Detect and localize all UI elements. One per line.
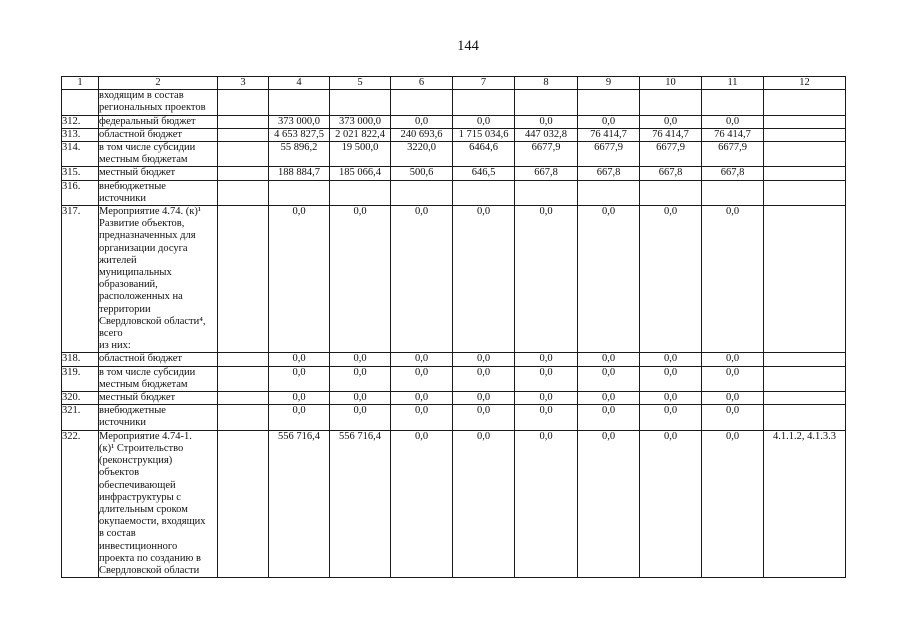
code-cell: [764, 167, 846, 180]
item-name: Мероприятие 4.74-1. (к)¹ Строительство (реконструкция) объектов обеспечивающей инфраструктуры с длительным сроком окупаемости, входящих в состав инвестиционного проекта по созданию в Свердловской области: [99, 430, 218, 577]
column-header: 12: [764, 77, 846, 90]
value-cell: [640, 90, 702, 115]
column-header: 10: [640, 77, 702, 90]
value-cell: 0,0: [640, 430, 702, 577]
value-cell: 0,0: [330, 392, 391, 405]
value-cell: 0,0: [515, 353, 578, 366]
row-number: 322.: [62, 430, 99, 577]
value-cell: 0,0: [330, 366, 391, 391]
code-cell: [764, 353, 846, 366]
value-cell: 0,0: [702, 405, 764, 430]
value-cell: 0,0: [702, 430, 764, 577]
item-name: в том числе субсидии местным бюджетам: [99, 142, 218, 167]
value-cell: 0,0: [640, 392, 702, 405]
empty-cell: [218, 142, 269, 167]
table-row: [62, 180, 846, 205]
code-cell: [764, 90, 846, 115]
value-cell: [515, 180, 578, 205]
item-name: областной бюджет: [99, 353, 218, 366]
value-cell: 0,0: [453, 392, 515, 405]
empty-cell: [218, 206, 269, 353]
value-cell: 0,0: [640, 353, 702, 366]
empty-cell: [218, 353, 269, 366]
value-cell: 76 414,7: [702, 128, 764, 141]
column-header: 3: [218, 77, 269, 90]
item-name: местный бюджет: [99, 167, 218, 180]
value-cell: [391, 180, 453, 205]
empty-cell: [218, 430, 269, 577]
value-cell: 0,0: [453, 353, 515, 366]
value-cell: 0,0: [702, 353, 764, 366]
value-cell: 646,5: [453, 167, 515, 180]
value-cell: 0,0: [391, 430, 453, 577]
value-cell: 500,6: [391, 167, 453, 180]
value-cell: [269, 90, 330, 115]
value-cell: 4 653 827,5: [269, 128, 330, 141]
value-cell: 0,0: [330, 206, 391, 353]
value-cell: 0,0: [453, 405, 515, 430]
row-number: 314.: [62, 142, 99, 167]
value-cell: 0,0: [578, 430, 640, 577]
value-cell: 0,0: [578, 353, 640, 366]
row-number: 312.: [62, 115, 99, 128]
column-header: 6: [391, 77, 453, 90]
value-cell: 6677,9: [640, 142, 702, 167]
value-cell: 3220,0: [391, 142, 453, 167]
value-cell: 0,0: [515, 115, 578, 128]
value-cell: [578, 90, 640, 115]
value-cell: 0,0: [453, 115, 515, 128]
value-cell: 0,0: [391, 366, 453, 391]
value-cell: 0,0: [640, 206, 702, 353]
value-cell: 0,0: [702, 206, 764, 353]
value-cell: 373 000,0: [330, 115, 391, 128]
empty-cell: [218, 128, 269, 141]
value-cell: 0,0: [269, 366, 330, 391]
value-cell: 667,8: [640, 167, 702, 180]
value-cell: 0,0: [578, 366, 640, 391]
value-cell: 556 716,4: [330, 430, 391, 577]
value-cell: 667,8: [578, 167, 640, 180]
item-name: в том числе субсидии местным бюджетам: [99, 366, 218, 391]
value-cell: 0,0: [515, 430, 578, 577]
empty-cell: [218, 167, 269, 180]
table-row: [62, 405, 846, 430]
value-cell: 0,0: [330, 353, 391, 366]
value-cell: 667,8: [515, 167, 578, 180]
column-header: 2: [99, 77, 218, 90]
item-name: внебюджетные источники: [99, 405, 218, 430]
value-cell: 19 500,0: [330, 142, 391, 167]
value-cell: 0,0: [269, 392, 330, 405]
value-cell: 0,0: [515, 206, 578, 353]
value-cell: 0,0: [702, 392, 764, 405]
table-row: [62, 206, 846, 353]
item-name: внебюджетные источники: [99, 180, 218, 205]
column-header: 4: [269, 77, 330, 90]
value-cell: 185 066,4: [330, 167, 391, 180]
code-cell: [764, 366, 846, 391]
code-cell: [764, 405, 846, 430]
item-name: областной бюджет: [99, 128, 218, 141]
value-cell: 0,0: [515, 392, 578, 405]
value-cell: 0,0: [515, 366, 578, 391]
column-header: 7: [453, 77, 515, 90]
value-cell: 0,0: [578, 206, 640, 353]
row-number: [62, 90, 99, 115]
item-name: Мероприятие 4.74. (к)¹ Развитие объектов, предназначенных для организации досуга жителей муниципальных образований, расположенных на территории Свердловской области⁴, всего из них:: [99, 206, 218, 353]
value-cell: 667,8: [702, 167, 764, 180]
table-row: [62, 142, 846, 167]
column-header: 9: [578, 77, 640, 90]
value-cell: 0,0: [391, 405, 453, 430]
value-cell: 6464,6: [453, 142, 515, 167]
empty-cell: [218, 115, 269, 128]
value-cell: 0,0: [391, 206, 453, 353]
value-cell: 0,0: [391, 353, 453, 366]
value-cell: 0,0: [391, 392, 453, 405]
value-cell: 0,0: [453, 366, 515, 391]
value-cell: 556 716,4: [269, 430, 330, 577]
code-cell: [764, 115, 846, 128]
value-cell: 0,0: [330, 405, 391, 430]
value-cell: 0,0: [640, 115, 702, 128]
row-number: 316.: [62, 180, 99, 205]
empty-cell: [218, 366, 269, 391]
value-cell: 373 000,0: [269, 115, 330, 128]
empty-cell: [218, 90, 269, 115]
value-cell: 6677,9: [702, 142, 764, 167]
code-cell: [764, 142, 846, 167]
empty-cell: [218, 405, 269, 430]
value-cell: 0,0: [640, 405, 702, 430]
value-cell: [330, 90, 391, 115]
row-number: 313.: [62, 128, 99, 141]
value-cell: [391, 90, 453, 115]
value-cell: 6677,9: [578, 142, 640, 167]
code-cell: [764, 180, 846, 205]
row-number: 318.: [62, 353, 99, 366]
item-name: федеральный бюджет: [99, 115, 218, 128]
table-row: [62, 366, 846, 391]
column-header: 1: [62, 77, 99, 90]
table-row: [62, 90, 846, 115]
value-cell: 240 693,6: [391, 128, 453, 141]
value-cell: [640, 180, 702, 205]
value-cell: 447 032,8: [515, 128, 578, 141]
row-number: 319.: [62, 366, 99, 391]
table-row: [62, 430, 846, 577]
column-header: 5: [330, 77, 391, 90]
empty-cell: [218, 180, 269, 205]
value-cell: 1 715 034,6: [453, 128, 515, 141]
value-cell: 55 896,2: [269, 142, 330, 167]
value-cell: [269, 180, 330, 205]
code-cell: 4.1.1.2, 4.1.3.3: [764, 430, 846, 577]
column-header: 11: [702, 77, 764, 90]
value-cell: 0,0: [269, 206, 330, 353]
item-name: входящим в состав региональных проектов: [99, 90, 218, 115]
empty-cell: [218, 392, 269, 405]
table-row: [62, 115, 846, 128]
value-cell: 0,0: [269, 353, 330, 366]
value-cell: [453, 180, 515, 205]
value-cell: [702, 180, 764, 205]
code-cell: [764, 392, 846, 405]
value-cell: 0,0: [578, 405, 640, 430]
code-cell: [764, 128, 846, 141]
header-row: [62, 77, 846, 90]
value-cell: [515, 90, 578, 115]
value-cell: [578, 180, 640, 205]
value-cell: 76 414,7: [640, 128, 702, 141]
value-cell: 0,0: [269, 405, 330, 430]
row-number: 315.: [62, 167, 99, 180]
value-cell: 0,0: [702, 115, 764, 128]
value-cell: [702, 90, 764, 115]
value-cell: [453, 90, 515, 115]
table-row: [62, 167, 846, 180]
value-cell: 0,0: [640, 366, 702, 391]
value-cell: 0,0: [702, 366, 764, 391]
value-cell: 2 021 822,4: [330, 128, 391, 141]
value-cell: 76 414,7: [578, 128, 640, 141]
item-name: местный бюджет: [99, 392, 218, 405]
value-cell: 0,0: [578, 392, 640, 405]
column-header: 8: [515, 77, 578, 90]
budget-table: [61, 76, 846, 578]
page-number: 144: [457, 38, 479, 54]
value-cell: [330, 180, 391, 205]
value-cell: 0,0: [453, 430, 515, 577]
value-cell: 188 884,7: [269, 167, 330, 180]
value-cell: 6677,9: [515, 142, 578, 167]
row-number: 321.: [62, 405, 99, 430]
row-number: 320.: [62, 392, 99, 405]
value-cell: 0,0: [578, 115, 640, 128]
value-cell: 0,0: [391, 115, 453, 128]
code-cell: [764, 206, 846, 353]
row-number: 317.: [62, 206, 99, 353]
value-cell: 0,0: [515, 405, 578, 430]
table-row: [62, 392, 846, 405]
table-row: [62, 128, 846, 141]
value-cell: 0,0: [453, 206, 515, 353]
table-row: [62, 353, 846, 366]
